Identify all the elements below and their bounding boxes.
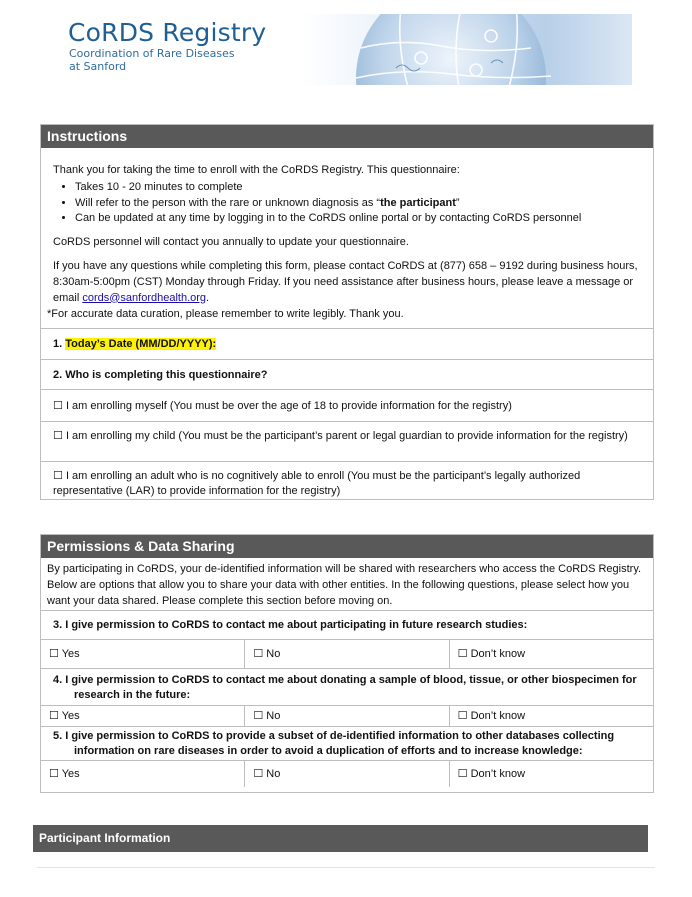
cords-banner [61, 14, 632, 85]
q5-label-line2: information on rare diseases in order to avoid a duplication of efforts and to increase knowledge: [74, 745, 583, 757]
checkbox-icon[interactable]: ☐ [253, 767, 264, 780]
choice-label: Don’t know [470, 710, 526, 722]
email-link[interactable]: cords@sanfordhealth.org [82, 291, 207, 304]
choice-dont-know[interactable] [449, 761, 653, 787]
banner-subtitle-line2: at Sanford [69, 60, 127, 73]
q2-label: 2. Who is completing this questionnaire? [53, 369, 268, 381]
permissions-intro: By participating in CoRDS, your de-identified information will be shared with researchers who access the CoRDS Registry. Below are options that allow you to share your data with other entities. In the following questions, please select how you want your data shared. Please complete this section before moving on. [47, 563, 642, 607]
puzzle-globe-image [301, 14, 621, 85]
checkbox-icon[interactable]: ☐ [457, 709, 468, 722]
checkbox-icon[interactable]: ☐ [49, 647, 59, 660]
checkbox-icon[interactable]: ☐ [49, 767, 59, 780]
permissions-section [40, 534, 654, 793]
choice-label: No [266, 768, 281, 780]
choice-no[interactable] [244, 761, 448, 787]
bullet-item: • Can be updated at any time by logging in to the CoRDS online portal or by contacting CoRDS personnel [75, 211, 641, 227]
checkbox-icon[interactable]: ☐ [457, 767, 468, 780]
instructions-body [41, 148, 653, 328]
checkbox-icon[interactable]: ☐ [53, 429, 63, 442]
checkbox-icon[interactable]: ☐ [49, 709, 59, 722]
choice-dont-know[interactable] [449, 640, 653, 668]
bullet-item [75, 196, 641, 212]
q2-option-self[interactable] [41, 389, 653, 421]
q4-label-line2: research in the future: [74, 689, 191, 701]
q1-number: 1. [53, 338, 66, 350]
contact-text: If you have any questions while completing this form, please contact CoRDS at (877) 658 – 9192 during business hours, 8:30am-5:00pm (CST) Monday through Friday. If you need assistance after business hours, please leave a message or email [53, 259, 638, 304]
q1-row[interactable] [41, 328, 653, 359]
bullet-bold-text: the participant [380, 196, 456, 209]
choice-label: Don’t know [470, 648, 526, 660]
divider [37, 867, 655, 868]
q5-label-line1: 5. I give permission to CoRDS to provide a subset of de-identified information to other databases collecting [53, 730, 615, 742]
instructions-intro: Thank you for taking the time to enroll with the CoRDS Registry. This questionnaire: [53, 164, 460, 176]
option-label: I am enrolling my child (You must be the participant’s parent or legal guardian to provide information for the registry) [65, 430, 628, 442]
q3-label: 3. I give permission to CoRDS to contact me about participating in future research studies: [53, 619, 528, 631]
option-label: I am enrolling myself (You must be over the age of 18 to provide information for the registry) [65, 400, 512, 412]
checkbox-icon[interactable]: ☐ [457, 647, 468, 660]
instructions-bullets [53, 180, 641, 227]
q4-row [41, 668, 653, 705]
choice-no[interactable] [244, 706, 448, 726]
choice-label: Yes [61, 648, 80, 660]
bullet-end-quote: ” [455, 196, 460, 209]
q1-label: Today’s Date (MM/DD/YYYY): [65, 338, 217, 350]
choice-label: Yes [61, 768, 80, 780]
banner-title: CoRDS Registry [68, 18, 267, 47]
choice-no[interactable] [244, 640, 448, 668]
choice-label: No [266, 710, 281, 722]
banner-subtitle [69, 47, 235, 73]
option-label: I am enrolling an adult who is no cognitively able to enroll (You must be the participant’s legally authorized representative (LAR) to provide information for the registry) [53, 470, 581, 497]
contact-end: . [206, 291, 210, 304]
q3-choices [41, 639, 653, 668]
checkbox-icon[interactable]: ☐ [253, 647, 264, 660]
q5-choices [41, 760, 653, 787]
choice-label: Yes [61, 710, 80, 722]
choice-yes[interactable] [41, 640, 244, 668]
q2-option-adult[interactable] [41, 461, 653, 499]
checkbox-icon[interactable]: ☐ [253, 709, 264, 722]
q5-row [41, 726, 653, 760]
choice-yes[interactable] [41, 706, 244, 726]
legibility-note: *For accurate data curation, please remember to write legibly. Thank you. [47, 307, 404, 320]
q4-label-line1: 4. I give permission to CoRDS to contact me about donating a sample of blood, tissue, or other biospecimen for [53, 674, 637, 686]
choice-dont-know[interactable] [449, 706, 653, 726]
instructions-heading: Instructions [41, 125, 653, 148]
permissions-heading: Permissions & Data Sharing [41, 535, 653, 558]
contact-paragraph [53, 258, 641, 306]
checkbox-icon[interactable]: ☐ [53, 469, 63, 482]
annual-contact-text: CoRDS personnel will contact you annually to update your questionnaire. [53, 235, 409, 248]
participant-information-heading: Participant Information [33, 825, 648, 852]
q2-row [41, 359, 653, 389]
q3-row [41, 610, 653, 639]
choice-yes[interactable] [41, 761, 244, 787]
choice-label: No [266, 648, 281, 660]
checkbox-icon[interactable]: ☐ [53, 399, 63, 412]
choice-label: Don’t know [470, 768, 526, 780]
instructions-section [40, 124, 654, 500]
bullet-text: Will refer to the person with the rare or unknown diagnosis as “ [75, 196, 381, 209]
q2-option-child[interactable] [41, 421, 653, 461]
banner-subtitle-line1: Coordination of Rare Diseases [69, 47, 235, 60]
q4-choices [41, 705, 653, 726]
bullet-item: • Takes 10 - 20 minutes to complete [75, 180, 641, 196]
